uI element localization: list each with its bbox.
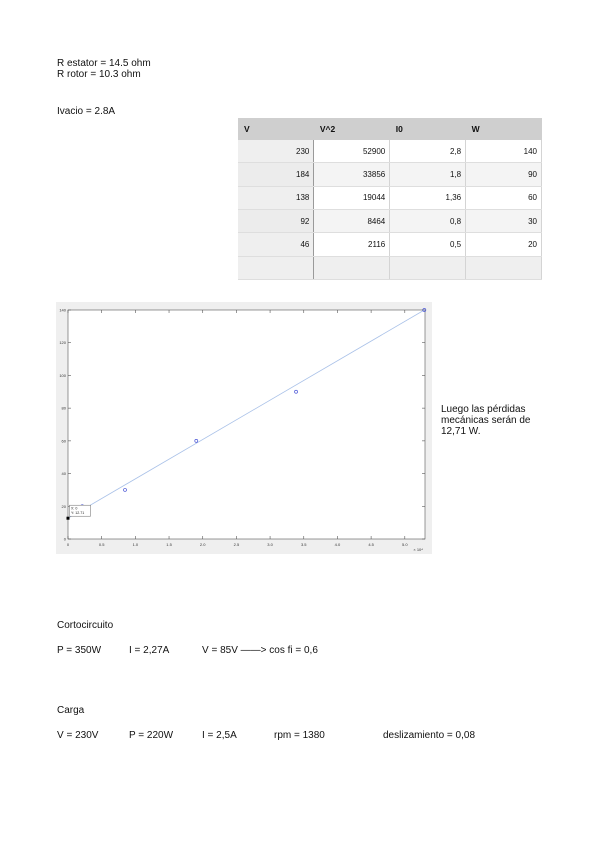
datatip-marker <box>67 517 70 520</box>
table-row <box>238 233 542 256</box>
column-header: W <box>466 118 542 140</box>
table-row <box>238 209 542 232</box>
x-tick-label: 1.5 <box>166 542 172 547</box>
y-tick-label: 0 <box>63 536 66 542</box>
x-tick-label: 2.5 <box>233 542 240 547</box>
y-tick-label: 120 <box>59 340 66 346</box>
carga-v: V = 230V <box>57 730 99 741</box>
chart-figure <box>56 302 432 554</box>
note-line: 12,71 W. <box>441 426 481 437</box>
table-row <box>238 186 542 209</box>
cortocircuito-title: Cortocircuito <box>57 620 114 631</box>
carga-i: I = 2,5A <box>202 730 237 741</box>
note-line: mecánicas serán de <box>441 415 531 426</box>
table-cell: 8464 <box>314 209 390 232</box>
y-tick-label: 40 <box>61 471 66 477</box>
table-cell: 20 <box>466 233 542 256</box>
table-cell: 184 <box>238 163 314 186</box>
x-tick-label: 3.0 <box>267 542 273 547</box>
cortocircuito-v: V = 85V ——> cos fi = 0,6 <box>202 645 318 656</box>
table-cell: 60 <box>466 186 542 209</box>
carga-p: P = 220W <box>129 730 174 741</box>
table-cell <box>238 256 314 279</box>
y-tick-label: 60 <box>61 438 66 444</box>
x-tick-label: 0 <box>66 542 70 547</box>
data-table <box>238 118 542 280</box>
cortocircuito-p: P = 350W <box>57 645 102 656</box>
x-tick-label: 3.5 <box>300 542 307 547</box>
x-tick-label: 0.5 <box>98 542 105 547</box>
table-cell: 1,36 <box>390 186 466 209</box>
ivacio-text: Ivacio = 2.8A <box>57 106 116 117</box>
column-header: V^2 <box>314 118 390 140</box>
conclusion-note <box>441 404 531 437</box>
plot-area <box>68 310 425 539</box>
table-cell: 52900 <box>314 140 390 163</box>
table-cell: 2,8 <box>390 140 466 163</box>
table-cell: 33856 <box>314 163 390 186</box>
table-row <box>238 140 542 163</box>
column-header: V <box>238 118 314 140</box>
table-cell: 30 <box>466 209 542 232</box>
y-tick-label: 80 <box>61 405 66 411</box>
table-row <box>238 163 542 186</box>
table-cell: 90 <box>466 163 542 186</box>
y-tick-label: 140 <box>59 307 66 313</box>
x-tick-label: 4.0 <box>334 542 341 547</box>
x-tick-label: 2.0 <box>199 542 206 547</box>
table-header-row <box>238 118 542 140</box>
carga-title: Carga <box>57 705 85 716</box>
r-rotor-text: R rotor = 10.3 ohm <box>57 69 141 80</box>
table-cell: 0,5 <box>390 233 466 256</box>
table-cell: 46 <box>238 233 314 256</box>
column-header: I0 <box>390 118 466 140</box>
carga-rpm: rpm = 1380 <box>274 730 325 741</box>
y-tick-label: 100 <box>59 372 66 378</box>
y-tick-label: 20 <box>61 503 66 509</box>
x-multiplier-label: × 10⁴ <box>413 547 423 552</box>
table-cell: 92 <box>238 209 314 232</box>
table-cell <box>466 256 542 279</box>
table-cell: 0,8 <box>390 209 466 232</box>
table-cell: 19044 <box>314 186 390 209</box>
x-tick-label: 1.0 <box>132 542 139 547</box>
table-cell: 230 <box>238 140 314 163</box>
datatip-line: X: 0 <box>71 506 78 511</box>
table-cell <box>390 256 466 279</box>
table-row-empty <box>238 256 542 279</box>
x-tick-label: 5.0 <box>402 542 408 547</box>
chart-svg <box>56 302 432 554</box>
table-cell: 138 <box>238 186 314 209</box>
table-cell: 1,8 <box>390 163 466 186</box>
table-cell <box>314 256 390 279</box>
carga-deslizamiento: deslizamiento = 0,08 <box>383 730 476 741</box>
r-estator-text: R estator = 14.5 ohm <box>57 58 151 69</box>
datatip-line: Y: 12.71 <box>71 511 85 516</box>
table-cell: 2116 <box>314 233 390 256</box>
table-cell: 140 <box>466 140 542 163</box>
cortocircuito-i: I = 2,27A <box>129 645 170 656</box>
x-tick-label: 4.5 <box>368 542 374 547</box>
note-line: Luego las pérdidas <box>441 404 526 415</box>
